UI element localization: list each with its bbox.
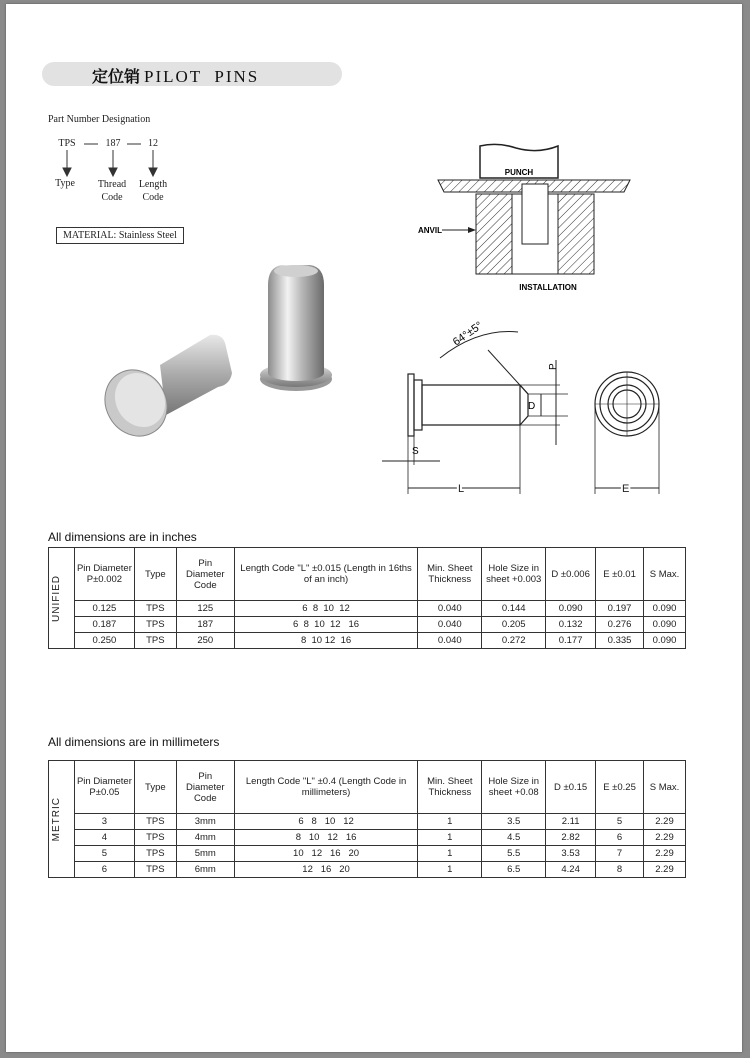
cell: TPS [134,617,176,633]
header-length-code: Length Code "L" ±0.4 (Length Code in millimeters) [234,761,418,814]
cell: 1 [418,814,482,830]
cell: 2.29 [644,862,686,878]
pn-length-desc: Length Code [138,179,168,203]
standing-pin-image [260,265,332,391]
cell: 5mm [176,846,234,862]
cell: 8 10 12 16 [234,830,418,846]
cell: 0.090 [644,633,686,649]
punch-label: PUNCH [504,168,534,177]
dimension-drawing [378,310,678,500]
header-s: S Max. [644,761,686,814]
l-label: L [458,483,465,495]
unified-side-label: UNIFIED [51,574,62,622]
header-hole-size: Hole Size in sheet +0.003 [482,548,546,601]
cell: 0.040 [418,633,482,649]
cell: 125 [176,601,234,617]
cell: 0.276 [596,617,644,633]
cell: 0.177 [546,633,596,649]
pn-thread-desc: Thread Code [97,179,127,203]
metric-header-row [49,761,686,814]
metric-side-cell [49,761,75,878]
table-row [49,814,686,830]
cell: TPS [134,862,176,878]
unified-units-note: All dimensions are in inches [48,530,197,544]
cell: TPS [134,601,176,617]
cell: 2.29 [644,846,686,862]
cell: 0.335 [596,633,644,649]
cell: 2.82 [546,830,596,846]
table-row [49,633,686,649]
cell: 5 [74,846,134,862]
header-min-sheet: Min. Sheet Thickness [418,761,482,814]
material-label: MATERIAL: Stainless Steel [56,227,184,244]
cell: 3.53 [546,846,596,862]
cell: 0.272 [482,633,546,649]
anvil-label: ANVIL [418,226,442,235]
angle-label: 64°±5° [450,319,485,349]
header-hole-size: Hole Size in sheet +0.08 [482,761,546,814]
pn-arrows [48,138,178,180]
cell: TPS [134,830,176,846]
cell: 6 8 10 12 [234,814,418,830]
cell: 3.5 [482,814,546,830]
cell: 0.040 [418,617,482,633]
cell: 6mm [176,862,234,878]
unified-side-cell [49,548,75,649]
cell: 0.144 [482,601,546,617]
cell: 187 [176,617,234,633]
unified-header-row [49,548,686,601]
pn-length-code: 12 [148,138,158,149]
cell: 3mm [176,814,234,830]
cell: 2.29 [644,814,686,830]
header-e: E ±0.01 [596,548,644,601]
e-label: E [622,483,630,495]
header-pin-diameter: Pin Diameter P±0.002 [74,548,134,601]
table-row [49,601,686,617]
header-length-code: Length Code "L" ±0.015 (Length in 16ths of an inch) [234,548,418,601]
table-row [49,846,686,862]
cell: 250 [176,633,234,649]
lying-pin-image [100,335,232,445]
cell: 0.125 [74,601,134,617]
cell: 1 [418,846,482,862]
installation-diagram [398,142,638,302]
pn-type-code: TPS [58,138,76,149]
cell: 4 [74,830,134,846]
cell: 0.187 [74,617,134,633]
p-label: P [548,363,559,370]
header-pin-diameter-code: Pin Diameter Code [176,548,234,601]
cell: 0.090 [644,617,686,633]
cell: 8 [596,862,644,878]
header-pin-diameter: Pin Diameter P±0.05 [74,761,134,814]
cell: 10 12 16 20 [234,846,418,862]
title-english: PILOT PINS [144,67,260,86]
cell: 1 [418,862,482,878]
metric-side-label: METRIC [51,796,62,842]
cell: 0.090 [546,601,596,617]
d-label: D [528,401,536,412]
header-type: Type [134,761,176,814]
metric-table [48,760,686,878]
unified-table [48,547,686,649]
installation-caption: INSTALLATION [519,283,577,292]
header-type: Type [134,548,176,601]
header-d: D ±0.006 [546,548,596,601]
cell: 5.5 [482,846,546,862]
cell: 5 [596,814,644,830]
cell: 6 [74,862,134,878]
cell: 7 [596,846,644,862]
metric-units-note: All dimensions are in millimeters [48,735,220,749]
cell: 4.5 [482,830,546,846]
title-chinese: 定位销 [92,67,141,86]
pn-type-desc: Type [55,178,75,189]
table-row [49,617,686,633]
cell: 0.197 [596,601,644,617]
cell: TPS [134,814,176,830]
cell: 12 16 20 [234,862,418,878]
header-s: S Max. [644,548,686,601]
cell: 2.29 [644,830,686,846]
cell: TPS [134,846,176,862]
cell: 0.250 [74,633,134,649]
cell: 1 [418,830,482,846]
header-e: E ±0.25 [596,761,644,814]
cell: 6.5 [482,862,546,878]
cell: 2.11 [546,814,596,830]
cell: 0.040 [418,601,482,617]
pn-thread-code: 187 [105,138,121,149]
cell: 0.132 [546,617,596,633]
table-row [49,830,686,846]
cell: 4.24 [546,862,596,878]
product-photo [100,255,340,445]
cell: 8 10 12 16 [234,633,418,649]
s-label: S [412,446,419,457]
table-row [49,862,686,878]
cell: 4mm [176,830,234,846]
cell: 6 [596,830,644,846]
cell: 0.090 [644,601,686,617]
header-min-sheet: Min. Sheet Thickness [418,548,482,601]
header-d: D ±0.15 [546,761,596,814]
page-title [92,64,259,87]
part-number-label: Part Number Designation [48,114,151,125]
cell: 3 [74,814,134,830]
cell: TPS [134,633,176,649]
cell: 6 8 10 12 16 [234,617,418,633]
header-pin-diameter-code: Pin Diameter Code [176,761,234,814]
cell: 6 8 10 12 [234,601,418,617]
cell: 0.205 [482,617,546,633]
